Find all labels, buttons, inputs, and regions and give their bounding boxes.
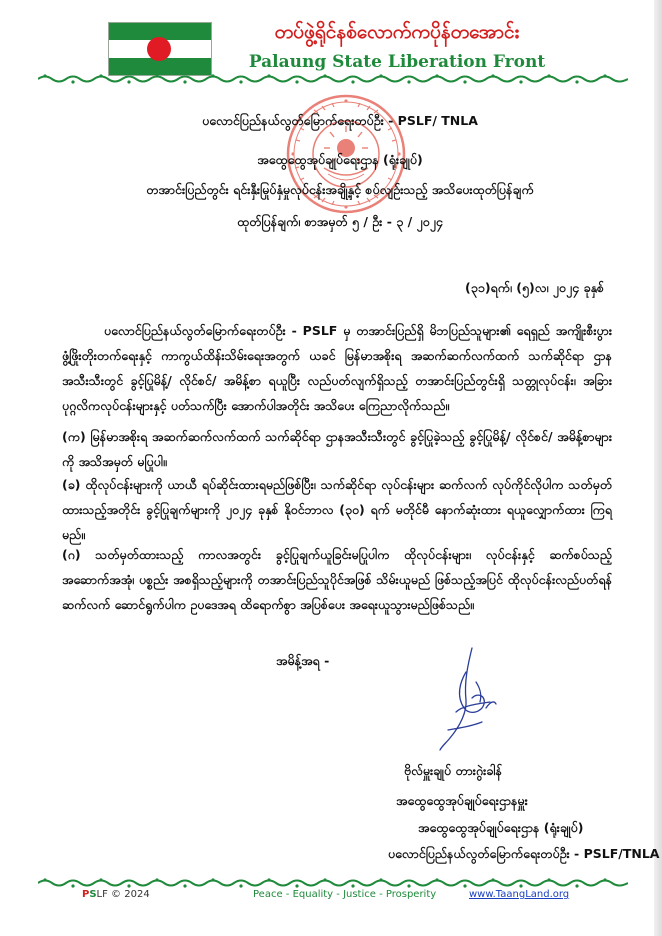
document-date: (၃၁)ရက်၊ (၅)လ၊ ၂၀၂၄ ခုနှစ်	[465, 280, 604, 295]
body-item-c: (ဂ) သတ်မှတ်ထားသည့် ကာလအတွင်း ခွင့်ပြုချက်ယူခြင်းမပြုပါက ထိုလုပ်ငန်းများ၊ လုပ်ငန်းနှင့် ဆက်စပ်သည့် အဆောက်အအုံ၊ ပစ္စည်း အစရှိသည့်များကို တအာင်းပြည်သူပိုင်အဖြစ် သိမ်းယူမည် ဖြစ်သည့်အပြင် ထိုလုပ်ငန်းလည်ပတ်ရန် ဆက်လက် ဆောင်ရွက်ပါက ဥပဒေအရ ထိရောက်စွာ အပြစ်ပေး အရေးယူသွားမည်ဖြစ်သည်။	[62, 547, 612, 612]
decorative-vine-divider-top	[38, 74, 628, 84]
signatory-department: အထွေထွေအုပ်ချုပ်ရေးဌာန (ရုံးချုပ်)	[418, 820, 584, 835]
body-intro-paragraph: ပလောင်ပြည်နယ်လွတ်မြောက်ရေးတပ်ဦး - PSLF မှ တအာင်းပြည်ရှိ မိဘပြည်သူများ၏ ရေရှည် အကျိုးစီးပွား ဖွံ့ဖြိုးတိုးတက်ရေးနှင့် ကာကွယ်ထိန်းသိမ်းရေးအတွက် ယခင် မြန်မာအစိုးရ အဆက်ဆက်လက်ထက် သက်ဆိုင်ရာ ဌာနအသီးသီးတွင် ခွင့်ပြုမိန့်/ လိုင်စင်/ အမိန့်စာ ရယူပြီး လည်ပတ်လျက်ရှိသည့် တအာင်းပြည်တွင်းရှိ သတ္တုလုပ်ငန်း၊ အခြားပုဂ္ဂလိကလုပ်ငန်းများနှင့် ပတ်သက်ပြီး အောက်ပါအတိုင်း အသိပေး ကြေညာလိုက်သည်။	[62, 323, 612, 413]
body-item-b: (ခ) ထိုလုပ်ငန်းများကို ယာယီ ရပ်ဆိုင်းထားရမည်ဖြစ်ပြီး၊ သက်ဆိုင်ရာ လုပ်ငန်းများ ဆက်လက် လုပ်ကိုင်လိုပါက သတ်မှတ်ထားသည့်အတိုင်း ခွင့်ပြုချက်များကို ၂၀၂၄ ခုနှစ် နိုဝင်ဘာလ (၃၀) ရက် မတိုင်မီ နောက်ဆုံးထား ရယူလျှောက်ထား ကြရမည်။	[62, 477, 612, 542]
heading-reference-number: ထုတ်ပြန်ချက်၊ စာအမှတ် ၅ / ဦး - ၃ / ၂၀၂၄	[237, 214, 443, 229]
decorative-vine-divider-bottom	[38, 878, 628, 888]
body-item-a: (က) မြန်မာအစိုးရ အဆက်ဆက်လက်ထက် သက်ဆိုင်ရာ ဌာနအသီးသီးတွင် ခွင့်ပြုခဲ့သည့် ခွင့်ပြုမိန့်/ လိုင်စင်/ အမိန့်စာများကို အသိအမှတ် မပြုပါ။	[62, 429, 612, 469]
org-title-burmese: တပ်ဖွဲ့ရိုင်နစ်လောက်ကပိုန်တအောင်း	[274, 21, 520, 43]
footer-org-rest: LF © 2024	[96, 889, 150, 900]
signatory-organization: ပလောင်ပြည်နယ်လွတ်မြောက်ရေးတပ်ဦး - PSLF/TNLA	[388, 846, 660, 861]
page-edge-shadow	[654, 0, 662, 936]
footer-website-link[interactable]: www.TaangLand.org	[469, 889, 570, 900]
footer-motto: Peace - Equality - Justice - Prosperity	[253, 889, 437, 900]
palaung-flag-logo	[108, 22, 212, 76]
signatory-title: အထွေထွေအုပ်ချုပ်ရေးဌာနမှူး	[396, 793, 528, 808]
heading-organization: ပလောင်ပြည်နယ်လွတ်မြောက်ရေးတပ်ဦး - PSLF/ TNLA	[202, 113, 478, 128]
footer-copyright	[82, 889, 150, 900]
footer-org-letter-s: S	[89, 889, 97, 900]
by-order-label: အမိန့်အရ -	[276, 653, 330, 668]
heading-subject: တအာင်းပြည်တွင်း ရင်းနှီးမြုပ်နှံမှုလုပ်ငန်းအချို့နှင့် စပ်လျဉ်းသည့် အသိပေးထုတ်ပြန်ချက်	[146, 182, 534, 197]
heading-department: အထွေထွေအုပ်ချုပ်ရေးဌာန (ရုံးချုပ်)	[257, 152, 423, 167]
org-title-english: Palaung State Liberation Front	[248, 52, 546, 72]
footer-org-letter-p: P	[82, 889, 90, 900]
handwritten-signature	[420, 642, 510, 760]
flag-red-sun	[147, 37, 171, 61]
signatory-name: ဗိုလ်မှူးချုပ် တားဂွဲးခါန်	[404, 763, 502, 778]
